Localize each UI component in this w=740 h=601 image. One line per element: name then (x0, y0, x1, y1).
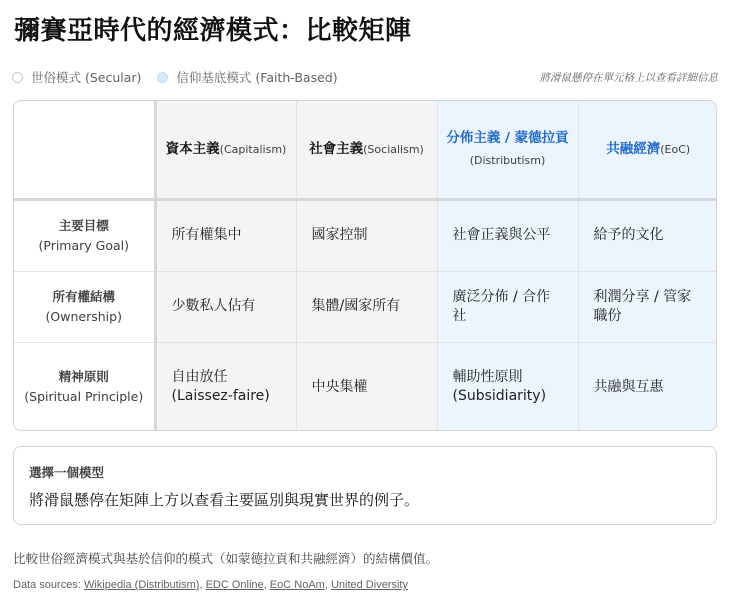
column-header-label: 資本主義 (165, 141, 220, 158)
column-header-socialism[interactable] (296, 101, 437, 200)
column-header-label: 分佈主義 / 蒙德拉貢 (446, 130, 569, 147)
column-header-english: (EoC) (660, 143, 691, 157)
column-header-label: 共融經濟 (606, 141, 661, 158)
matrix-corner (14, 101, 155, 200)
column-header-capitalism[interactable] (155, 101, 296, 200)
model-description-panel (13, 446, 717, 525)
row-header-english: (Spiritual Principle) (24, 389, 144, 405)
row-header-english: (Primary Goal) (38, 237, 129, 253)
matrix-cell[interactable]: 中央集權 (296, 342, 437, 431)
column-header-english: (Distributism) (469, 154, 546, 168)
column-header-english: (Socialism) (363, 143, 424, 157)
legend-label-faith: 信仰基底模式 (Faith-Based) (176, 70, 338, 85)
matrix-cell[interactable]: 共融與互惠 (578, 342, 717, 431)
row-header-label: 所有權結構 (52, 288, 115, 304)
row-header-label: 精神原則 (58, 369, 109, 385)
comparison-matrix (13, 100, 717, 431)
faith-swatch-icon (157, 72, 168, 83)
source-separator: , (263, 579, 270, 591)
row-header-ownership (14, 271, 155, 342)
page-title: 彌賽亞時代的經濟模式：比較矩陣 (14, 16, 412, 46)
column-header-english: (Capitalism) (219, 143, 287, 157)
legend-item-faith (157, 68, 337, 86)
row-header-spiritual-principle (14, 342, 155, 431)
matrix-cell[interactable]: 少數私人佔有 (155, 271, 296, 342)
hover-hint: 將滑鼠懸停在單元格上以查看詳細信息 (539, 72, 718, 84)
legend (12, 68, 354, 86)
column-header-distributism[interactable] (437, 101, 578, 200)
description-text: 將滑鼠懸停在矩陣上方以查看主要區別與現實世界的例子。 (29, 491, 420, 509)
row-header-primary-goal (14, 200, 155, 271)
description-title: 選擇一個模型 (29, 465, 105, 480)
figure-caption: 比較世俗經濟模式與基於信仰的模式（如蒙德拉貢和共融經濟）的結構價值。 (13, 551, 439, 566)
matrix-cell[interactable]: 國家控制 (296, 200, 437, 271)
legend-item-secular (12, 68, 141, 86)
source-link-wikipedia[interactable]: Wikipedia (Distributism) (83, 579, 200, 591)
matrix-cell[interactable]: 利潤分享 / 管家職份 (578, 271, 717, 342)
matrix-cell[interactable]: 自由放任 (Laissez-faire) (155, 342, 296, 431)
source-separator: , (324, 579, 331, 591)
matrix-cell[interactable]: 廣泛分佈 / 合作社 (437, 271, 578, 342)
source-link-edc-online[interactable]: EDC Online (205, 579, 264, 591)
row-header-label: 主要目標 (58, 217, 109, 233)
matrix-cell[interactable]: 所有權集中 (155, 200, 296, 271)
secular-swatch-icon (12, 72, 23, 83)
source-separator: , (199, 579, 206, 591)
sources-label: Data sources: (13, 579, 81, 591)
source-link-united-diversity[interactable]: United Diversity (330, 579, 408, 591)
matrix-cell[interactable]: 社會正義與公平 (437, 200, 578, 271)
matrix-cell[interactable]: 集體/國家所有 (296, 271, 437, 342)
column-header-eoc[interactable] (578, 101, 717, 200)
row-header-english: (Ownership) (45, 308, 122, 324)
column-header-label: 社會主義 (309, 141, 364, 158)
matrix-cell[interactable]: 輔助性原則 (Subsidiarity) (437, 342, 578, 431)
source-link-eoc-noam[interactable]: EoC NoAm (269, 579, 325, 591)
legend-label-secular: 世俗模式 (Secular) (31, 70, 142, 85)
data-sources (13, 579, 408, 591)
matrix-cell[interactable]: 給予的文化 (578, 200, 717, 271)
